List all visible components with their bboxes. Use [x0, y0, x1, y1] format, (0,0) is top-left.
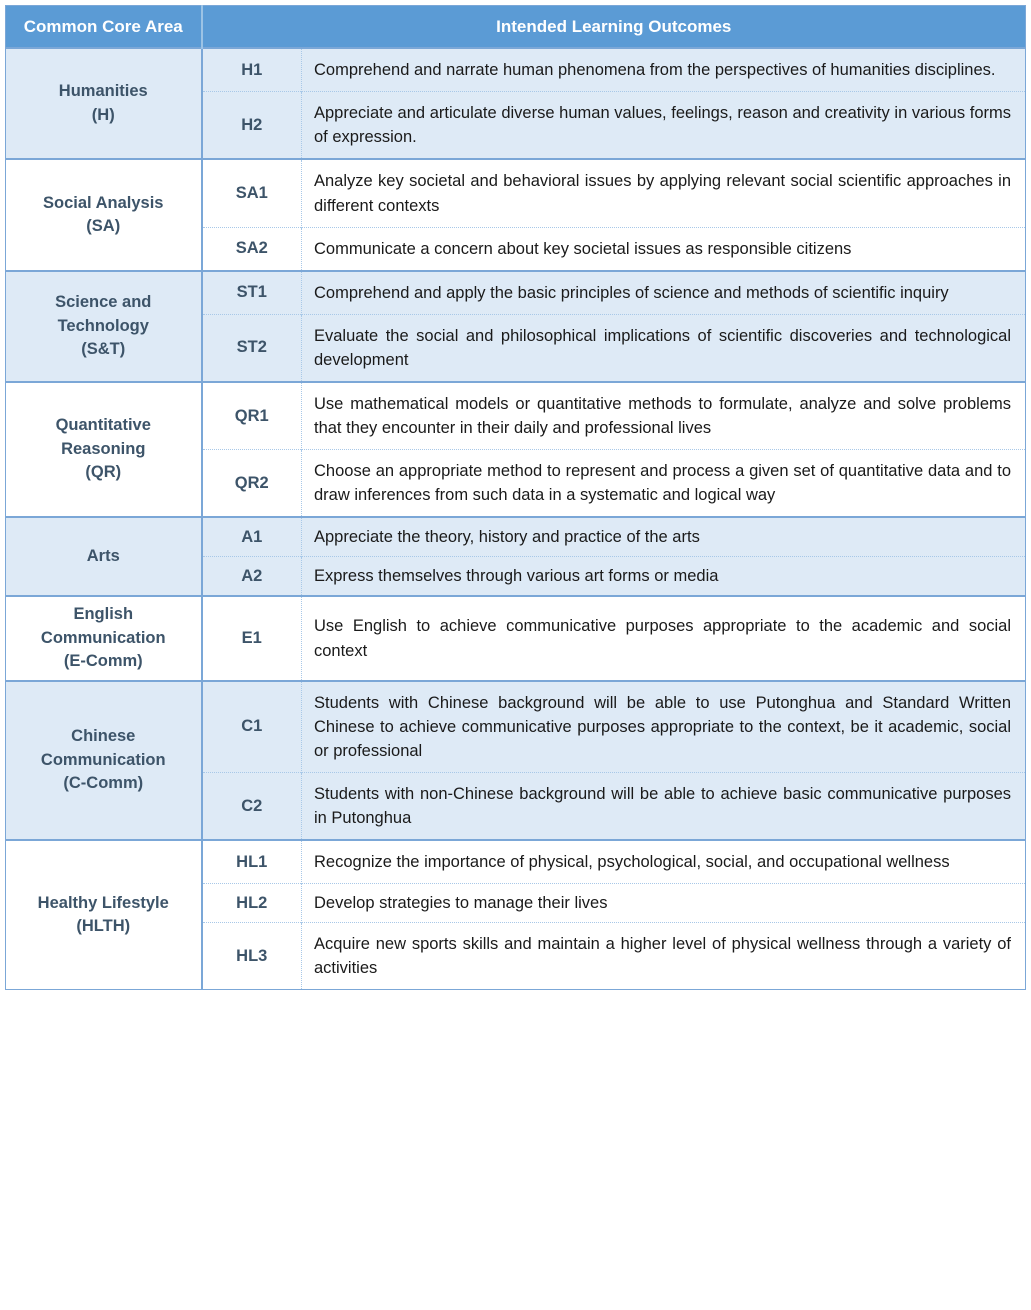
- outcome-text: Analyze key societal and behavioral issues by applying relevant social scientific approaches in different contexts: [302, 159, 1026, 227]
- outcome-code: E1: [202, 596, 302, 680]
- core-area-label: [6, 48, 202, 159]
- outcome-text: Comprehend and apply the basic principles of science and methods of scientific inquiry: [302, 271, 1026, 315]
- common-core-outcomes-table: [5, 5, 1026, 990]
- outcome-code: HL2: [202, 884, 302, 923]
- header-intended-learning-outcomes: Intended Learning Outcomes: [202, 6, 1026, 49]
- header-row: [6, 6, 1026, 49]
- core-area-label-line: (H): [91, 105, 115, 124]
- core-area-label: [6, 681, 202, 840]
- core-area-label-line: English: [73, 605, 134, 624]
- outcome-code: A1: [202, 517, 302, 557]
- core-area-label-line: (C-Comm): [63, 774, 144, 793]
- outcome-text: Comprehend and narrate human phenomena from the perspectives of humanities disciplines.: [302, 48, 1026, 92]
- outcome-code: HL3: [202, 923, 302, 990]
- outcome-code: SA2: [202, 227, 302, 271]
- core-area-label-line: (SA): [86, 217, 121, 236]
- outcome-code: QR2: [202, 450, 302, 518]
- core-area-label: [6, 596, 202, 680]
- outcome-text: Students with non-Chinese background will be able to achieve basic communicative purposes in Putonghua: [302, 772, 1026, 840]
- outcome-code: H1: [202, 48, 302, 92]
- core-area-label-line: Reasoning: [61, 439, 146, 458]
- outcome-text: Choose an appropriate method to represent and process a given set of quantitative data and to draw inferences from such data in a systematic and logical way: [302, 450, 1026, 518]
- table-row: [6, 271, 1026, 315]
- core-area-label-line: Arts: [86, 547, 120, 566]
- outcome-code: C1: [202, 681, 302, 773]
- core-area-label-line: Humanities: [58, 82, 148, 101]
- outcome-text: Acquire new sports skills and maintain a higher level of physical wellness through a variety of activities: [302, 923, 1026, 990]
- table-row: [6, 596, 1026, 680]
- table-row: [6, 159, 1026, 227]
- outcome-code: SA1: [202, 159, 302, 227]
- outcome-code: H2: [202, 92, 302, 160]
- core-area-label: [6, 159, 202, 270]
- header-common-core-area: Common Core Area: [6, 6, 202, 49]
- table-row: [6, 840, 1026, 884]
- core-area-label: [6, 840, 202, 990]
- core-area-label: [6, 271, 202, 382]
- outcome-text: Recognize the importance of physical, psychological, social, and occupational wellness: [302, 840, 1026, 884]
- outcome-code: ST2: [202, 314, 302, 382]
- outcome-text: Evaluate the social and philosophical implications of scientific discoveries and technological development: [302, 314, 1026, 382]
- core-area-label-line: (S&T): [81, 340, 126, 359]
- core-area-label-line: Science and: [55, 293, 152, 312]
- outcome-text: Appreciate and articulate diverse human values, feelings, reason and creativity in various forms of expression.: [302, 92, 1026, 160]
- core-area-label-line: (QR): [85, 463, 122, 482]
- outcome-code: ST1: [202, 271, 302, 315]
- table-row: [6, 681, 1026, 773]
- outcome-text: Develop strategies to manage their lives: [302, 884, 1026, 923]
- core-area-label-line: Social Analysis: [43, 193, 164, 212]
- outcome-text: Students with Chinese background will be able to use Putonghua and Standard Written Chinese to achieve communicative purposes appropriate to the context, be it academic, social or professional: [302, 681, 1026, 773]
- outcome-code: QR1: [202, 382, 302, 450]
- table-row: [6, 517, 1026, 557]
- core-area-label-line: Technology: [57, 316, 149, 335]
- table-row: [6, 48, 1026, 92]
- core-area-label-line: Quantitative: [55, 416, 151, 435]
- outcome-text: Use mathematical models or quantitative methods to formulate, analyze and solve problems that they encounter in their daily and professional lives: [302, 382, 1026, 450]
- table-row: [6, 382, 1026, 450]
- table-body: [6, 48, 1026, 990]
- core-area-label-line: Communication: [40, 750, 166, 769]
- core-area-label-line: Chinese: [71, 727, 136, 746]
- core-area-label-line: Communication: [40, 628, 166, 647]
- outcome-code: C2: [202, 772, 302, 840]
- outcome-text: Communicate a concern about key societal issues as responsible citizens: [302, 227, 1026, 271]
- core-area-label: [6, 517, 202, 596]
- outcome-text: Use English to achieve communicative purposes appropriate to the academic and social context: [302, 596, 1026, 680]
- core-area-label-line: (E-Comm): [63, 652, 143, 671]
- core-area-label-line: (HLTH): [76, 917, 131, 936]
- outcome-code: A2: [202, 557, 302, 597]
- outcome-text: Appreciate the theory, history and practice of the arts: [302, 517, 1026, 557]
- outcome-text: Express themselves through various art forms or media: [302, 557, 1026, 597]
- table-header: [6, 6, 1026, 49]
- outcome-code: HL1: [202, 840, 302, 884]
- core-area-label-line: Healthy Lifestyle: [37, 893, 169, 912]
- core-area-label: [6, 382, 202, 517]
